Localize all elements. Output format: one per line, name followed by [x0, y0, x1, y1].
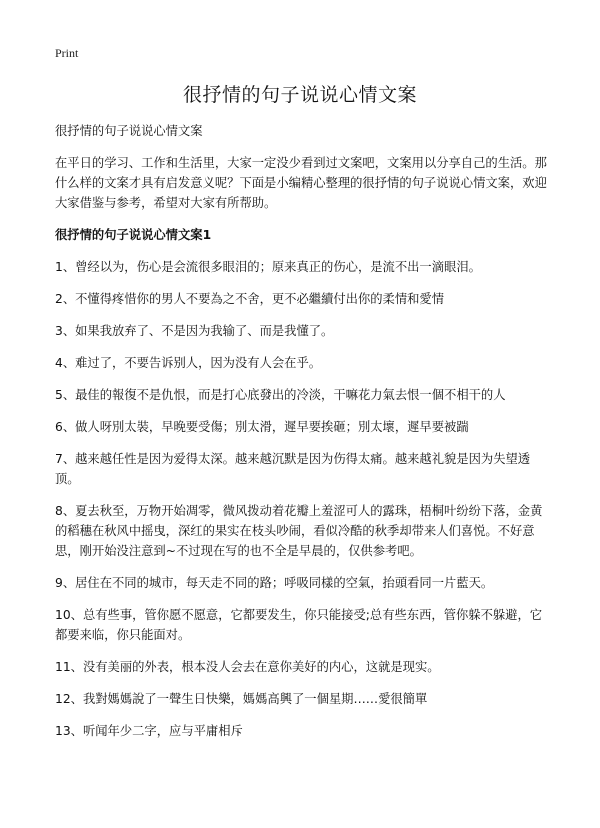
print-label: Print [55, 46, 79, 60]
list-item: 8、夏去秋至，万物开始凋零，微风拨动着花瓣上羞涩可人的露珠，梧桐叶纷纷下落，金黄的稻穗在秋风中摇曳，深红的果实在枝头吵闹，看似冷酷的秋季却带来人们喜悦。不好意思，刚开始没注意到~不过现在写的也不全是早晨的，仅供参考吧。 [55, 504, 543, 558]
list-item: 1、曾经以为，伤心是会流很多眼泪的；原来真正的伤心，是流不出一滴眼泪。 [55, 260, 481, 274]
list-item: 4、难过了，不要告诉别人，因为没有人会在乎。 [55, 356, 322, 370]
list-item: 5、最佳的報復不是仇恨，而是打心底發出的冷淡，干嘛花力氣去恨一個不相干的人 [55, 388, 506, 402]
list-item: 13、听闻年少二字，应与平庸相斥 [55, 724, 243, 738]
list-item: 2、不懂得疼惜你的男人不要為之不舍，更不必繼續付出你的柔情和愛情 [55, 292, 445, 306]
list-item: 3、如果我放弃了、不是因为我输了、而是我懂了。 [55, 324, 334, 338]
list-item: 12、我對媽媽說了一聲生日快樂，媽媽高興了一個星期……愛很簡單 [55, 692, 428, 706]
document-subtitle: 很抒情的句子说说心情文案 [55, 124, 203, 138]
list-item: 7、越来越任性是因为爱得太深。越来越沉默是因为伤得太痛。越来越礼貌是因为失望透顶。 [55, 452, 531, 486]
list-item: 6、做人呀別太裝，早晚要受傷；別太滑，遲早要挨砸；別太壞，遲早要被踹 [55, 420, 469, 434]
list-item: 9、居住在不同的城市，每天走不同的路；呼吸同樣的空氣，抬頭看同一片藍天。 [55, 576, 494, 590]
document-body [55, 121, 550, 753]
intro-paragraph: 在平日的学习、工作和生活里，大家一定没少看到过文案吧，文案用以分享自己的生活。那什么样的文案才具有启发意义呢？下面是小编精心整理的很抒情的句子说说心情文案，欢迎大家借鉴与参考，希望对大家有所帮助。 [55, 156, 547, 210]
page-title: 很抒情的句子说说心情文案 [182, 84, 417, 106]
list-item: 11、没有美丽的外表，根本没人会去在意你美好的内心，这就是现实。 [55, 660, 440, 674]
section-heading: 很抒情的句子说说心情文案1 [55, 228, 212, 242]
list-item: 10、总有些事，管你愿不愿意，它都要发生，你只能接受;总有些东西，管你躲不躲避，它都要来临，你只能面对。 [55, 608, 543, 642]
